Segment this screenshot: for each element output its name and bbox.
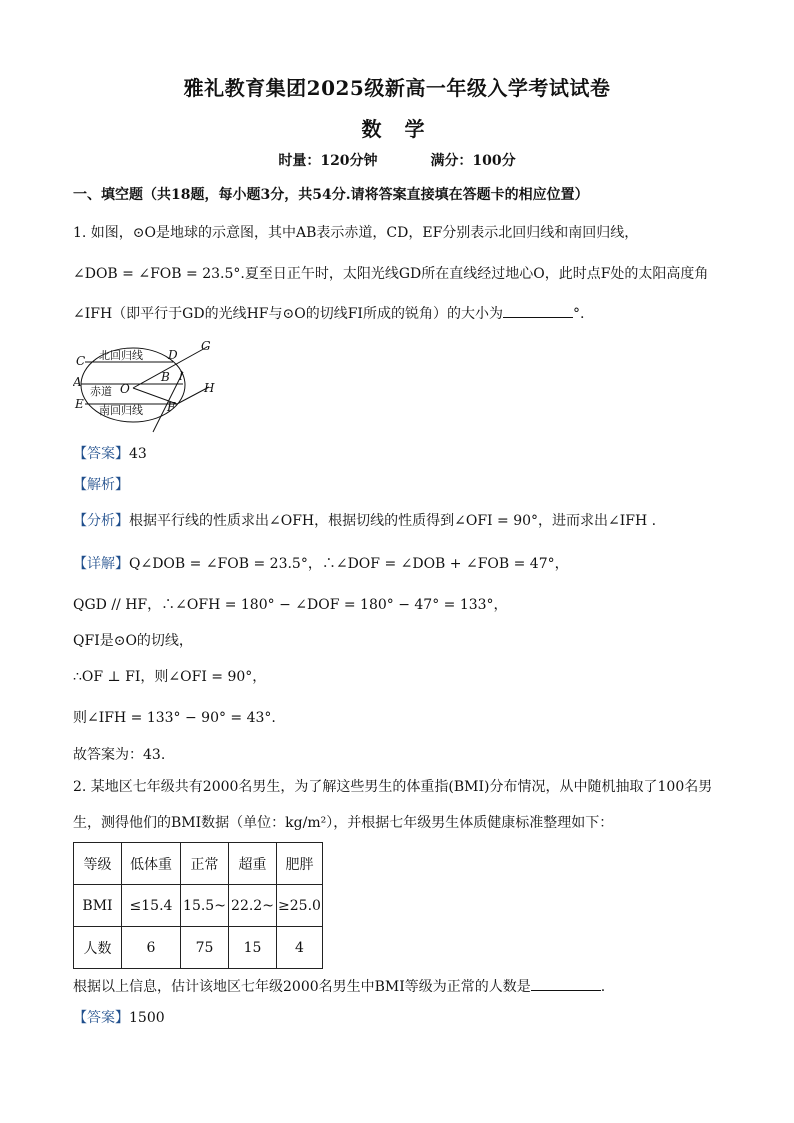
q1-detail1 [73, 553, 754, 573]
table-cell: 22.2~ [229, 885, 277, 927]
label-l: l [179, 369, 183, 383]
q1-detail5: 则∠IFH = 133° − 90° = 43°. [73, 710, 276, 726]
table-cell: ≤15.4 [122, 885, 181, 927]
table-cell: ≥25.0 [277, 885, 323, 927]
exam-info [0, 150, 794, 170]
q1-line1: 1. 如图，⊙O是地球的示意图，其中AB表示赤道，CD，EF分别表示北回归线和南回归线， [73, 225, 639, 241]
q2-answer [73, 1007, 754, 1027]
table-header-cell: 等级 [74, 843, 122, 885]
section-heading: 一、填空题（共18题，每小题3分，共54分.请将答案直接填在答题卡的相应位置） [73, 187, 589, 203]
equator-label: 赤道 [90, 385, 112, 398]
fenxi-tag: 【分析】 [73, 513, 129, 529]
q1-fenxi [73, 510, 754, 530]
subject-title: 数 学 [361, 117, 433, 141]
label-A: A [73, 375, 82, 389]
q2-line3 [73, 976, 754, 996]
label-F: F [167, 400, 176, 414]
q1-line3-text: ∠IFH（即平行于GD的光线HF与⊙O的切线FI所成的锐角）的大小为 [73, 306, 503, 322]
table-header-cell: 正常 [181, 843, 229, 885]
detail-tag: 【详解】 [73, 556, 129, 572]
label-G: G [201, 340, 211, 353]
answer-value: 43 [129, 446, 147, 462]
exam-title: 雅礼教育集团2025级新高一年级入学考试试卷 [183, 76, 611, 100]
q1-line3 [73, 303, 754, 323]
label-E: E [75, 397, 84, 411]
table-cell: 4 [277, 927, 323, 969]
table-row [74, 927, 323, 969]
full-score: 满分：100分 [430, 153, 516, 169]
table-header-cell: 超重 [229, 843, 277, 885]
table-cell: 15 [229, 927, 277, 969]
answer-value: 1500 [129, 1010, 165, 1026]
analysis-tag: 【解析】 [73, 477, 129, 493]
label-B: B [161, 370, 170, 384]
detail1-text: Q∠DOB = ∠FOB = 23.5°，∴∠DOF = ∠DOB + ∠FOB = 47°， [129, 556, 569, 572]
label-C: C [76, 354, 86, 368]
label-O: O [120, 382, 130, 396]
table-header-cell: 低体重 [122, 843, 181, 885]
q2-line3-text: 根据以上信息，估计该地区七年级2000名男生中BMI等级为正常的人数是 [73, 979, 531, 995]
q1-detail3: QFI是⊙O的切线， [73, 633, 193, 649]
table-cell: 6 [122, 927, 181, 969]
q1-line2: ∠DOB = ∠FOB = 23.5°.夏至日正午时，太阳光线GD所在直线经过地心O，此时点F处的太阳高度角 [73, 266, 709, 282]
table-header-cell: 肥胖 [277, 843, 323, 885]
q2-line3-end: . [600, 979, 606, 995]
fenxi-text: 根据平行线的性质求出∠OFH，根据切线的性质得到∠OFI = 90°，进而求出∠IFH . [129, 513, 657, 529]
q2-line1: 2. 某地区七年级共有2000名男生，为了解这些男生的体重指(BMI)分布情况，从中随机抽取了100名男 [73, 779, 713, 795]
q1-answer [73, 443, 754, 463]
answer-blank [503, 305, 573, 318]
south-tropic-label: 南回归线 [99, 404, 143, 417]
q1-conclusion: 故答案为：43. [73, 747, 166, 763]
table-cell: 75 [181, 927, 229, 969]
q2-line2: 生，测得他们的BMI数据（单位：kg/m²），并根据七年级男生体质健康标准整理如下： [73, 815, 614, 831]
earth-figure [73, 340, 233, 435]
north-tropic-label: 北回归线 [99, 349, 143, 362]
time-limit: 时量：120分钟 [278, 153, 378, 169]
bmi-table [73, 842, 323, 969]
q1-detail4: ∴OF ⊥ FI，则∠OFI = 90°， [73, 669, 267, 685]
label-H: H [204, 381, 215, 395]
table-header-row [74, 843, 323, 885]
label-D: D [168, 348, 178, 362]
table-row [74, 885, 323, 927]
answer-tag: 【答案】 [73, 1010, 129, 1026]
table-cell: 15.5~ [181, 885, 229, 927]
table-cell: BMI [74, 885, 122, 927]
q1-detail2: QGD // HF，∴∠OFH = 180° − ∠DOF = 180° − 47° = 133°， [73, 597, 508, 613]
answer-tag: 【答案】 [73, 446, 129, 462]
table-cell: 人数 [74, 927, 122, 969]
answer-blank [531, 978, 601, 991]
q1-line3-end: °. [572, 306, 585, 322]
